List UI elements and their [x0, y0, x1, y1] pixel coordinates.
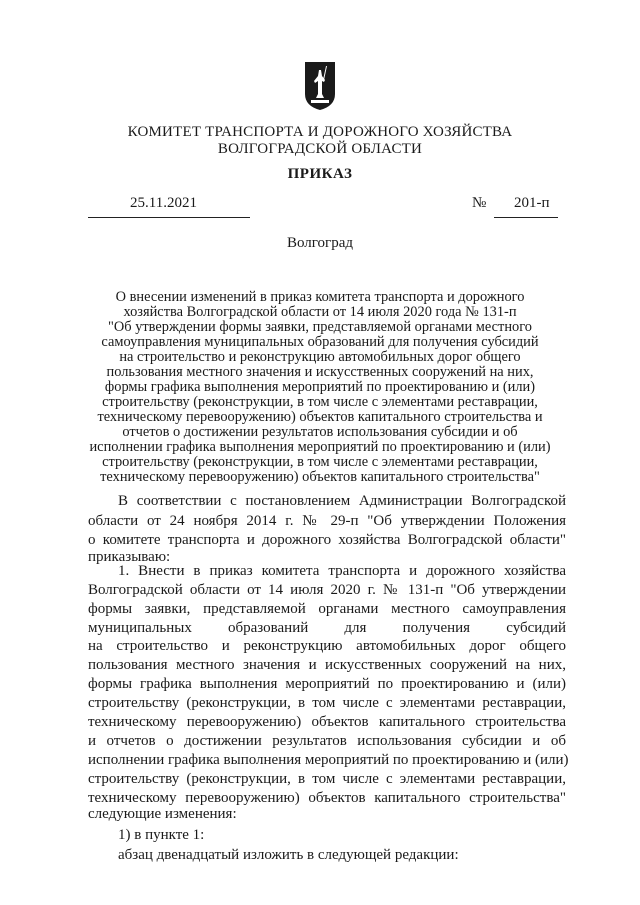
body-line: В соответствии с постановлением Администрации Волгоградской [118, 493, 566, 509]
order-date: 25.11.2021 [130, 195, 197, 211]
subject-line: отчетов о достижении результатов использования субсидии и об [122, 424, 518, 440]
number-sign: № [472, 195, 487, 211]
body-line: строительству (реконструкции, в том числе с элементами реставрации, [88, 695, 566, 711]
date-field [88, 195, 250, 218]
subject-line: О внесении изменений в приказ комитета транспорта и дорожного [115, 289, 525, 305]
body-line: 1) в пункте 1: [118, 827, 205, 843]
body-line: Волгоградской области от 14 июля 2020 г. № 131-п "Об утверждении [88, 582, 566, 598]
body-line: о комитете транспорта и дорожного хозяйства Волгоградской области" [88, 532, 566, 548]
body-line: области от 24 ноября 2014 г. № 29-п "Об утверждении Положения [88, 513, 566, 529]
subject-line: хозяйства Волгоградской области от 14 июля 2020 года № 131-п [123, 304, 517, 320]
subject-line: техническому перевооружению) объектов капитального строительства" [100, 469, 540, 485]
coat-of-arms-emblem [302, 60, 338, 112]
subject-line: исполнении графика выполнения мероприятий по проектированию и (или) [89, 439, 551, 455]
subject-line: техническому перевооружению) объектов капитального строительства и [97, 409, 543, 425]
city-name: Волгоград [286, 235, 353, 251]
body-line: 1. Внести в приказ комитета транспорта и дорожного хозяйства [118, 563, 566, 579]
body-line: строительству (реконструкции, в том числе с элементами реставрации, [88, 771, 566, 787]
body-line: на строительство и реконструкцию автомобильных дорог общего [88, 638, 566, 654]
body-line: муниципальных образований для получения субсидий [88, 620, 566, 636]
body-line: техническому перевооружению) объектов капитального строительства" [88, 790, 566, 806]
body-line: исполнении графика выполнения мероприятий по проектированию и (или) [88, 752, 569, 768]
number-field [494, 195, 558, 218]
body-line: абзац двенадцатый изложить в следующей редакции: [118, 847, 459, 863]
organization-name-line2: ВОЛГОГРАДСКОЙ ОБЛАСТИ [217, 141, 423, 157]
body-line: формы графика выполнения мероприятий по проектированию и (или) [88, 676, 566, 692]
body-line: техническому перевооружению) объектов капитального строительства [88, 714, 566, 730]
organization-name-line1: КОМИТЕТ ТРАНСПОРТА И ДОРОЖНОГО ХОЗЯЙСТВА [127, 124, 513, 140]
subject-line: строительству (реконструкции, в том числе с элементами реставрации, [102, 394, 538, 410]
subject-line: пользования местного значения и искусственных сооружений на них, [106, 364, 534, 380]
body-line: формы заявки, представляемой органами местного самоуправления [88, 601, 566, 617]
document-title: ПРИКАЗ [287, 166, 353, 182]
body-line: пользования местного значения и искусственных сооружений на них, [88, 657, 566, 673]
body-line: и отчетов о достижении результатов использования субсидии и об [88, 733, 566, 749]
body-line: приказываю: [88, 549, 171, 565]
subject-line: самоуправления муниципальных образований для получения субсидий [101, 334, 539, 350]
subject-line: формы графика выполнения мероприятий по проектированию и (или) [104, 379, 536, 395]
order-number: 201-п [514, 195, 550, 211]
subject-line: строительству (реконструкции, в том числе с элементами реставрации, [102, 454, 538, 470]
body-line: следующие изменения: [88, 806, 237, 822]
subject-line: на строительство и реконструкцию автомобильных дорог общего [119, 349, 521, 365]
subject-line: "Об утверждении формы заявки, представляемой органами местного [108, 319, 532, 335]
